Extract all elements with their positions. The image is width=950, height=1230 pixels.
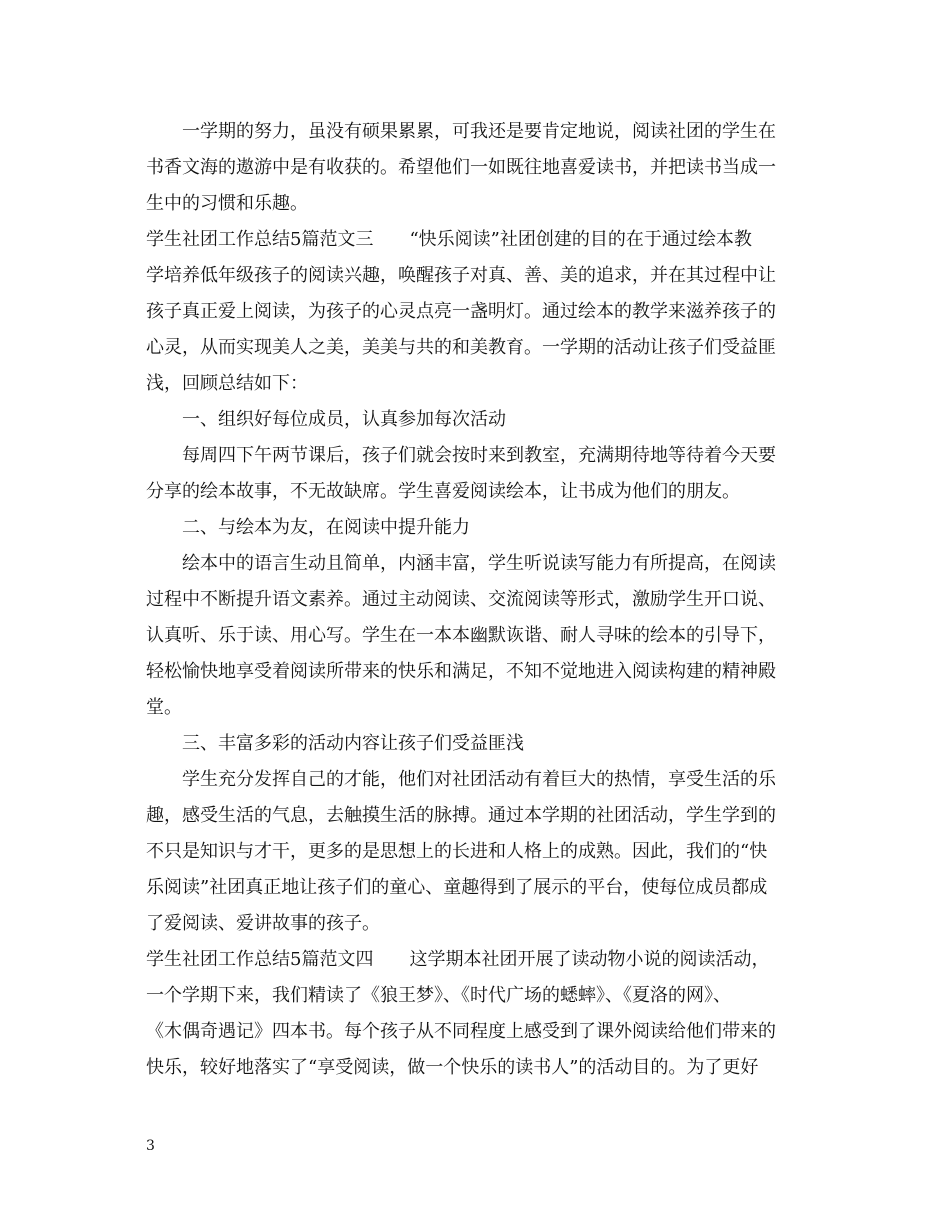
text-line: 过程中不断提升语文素养。通过主动阅读、交流阅读等形式，激励学生开口说、 xyxy=(146,589,776,610)
text-line: 乐阅读”社团真正地让孩子们的童心、童趣得到了展示的平台，使每位成员都成 xyxy=(146,877,768,898)
text-line: 绘本中的语言生动且简单，内涵丰富，学生听说读写能力有所提高，在阅读 xyxy=(182,553,776,574)
text-line: 心灵，从而实现美人之美，美美与共的和美教育。一学期的活动让孩子们受益匪 xyxy=(146,337,776,358)
text-line: 趣，感受生活的气息，去触摸生活的脉搏。通过本学期的社团活动，学生学到的 xyxy=(146,805,776,826)
text-line: 二、与绘本为友，在阅读中提升能力 xyxy=(182,517,470,538)
text-line: 学生社团工作总结5篇范文三 “快乐阅读”社团创建的目的在于通过绘本教 xyxy=(146,229,752,250)
text-line: 书香文海的遨游中是有收获的。希望他们一如既往地喜爱读书，并把读书当成一 xyxy=(146,157,776,178)
text-line: 分享的绘本故事，不无故缺席。学生喜爱阅读绘本，让书成为他们的朋友。 xyxy=(146,481,740,502)
text-line: 轻松愉快地享受着阅读所带来的快乐和满足，不知不觉地进入阅读构建的精神殿 xyxy=(146,661,776,682)
page-number: 3 xyxy=(146,1138,155,1154)
text-line: 一个学期下来，我们精读了《狼王梦》、《时代广场的蟋蟀》、《夏洛的网》、 xyxy=(146,985,731,1006)
text-line: 学生充分发挥自己的才能，他们对社团活动有着巨大的热情，享受生活的乐 xyxy=(182,769,776,790)
text-line: 三、丰富多彩的活动内容让孩子们受益匪浅 xyxy=(182,733,524,754)
text-line: 不只是知识与才干，更多的是思想上的长进和人格上的成熟。因此，我们的“快 xyxy=(146,841,768,862)
text-line: 《木偶奇遇记》四本书。每个孩子从不同程度上感受到了课外阅读给他们带来的 xyxy=(146,1021,776,1042)
text-line: 学培养低年级孩子的阅读兴趣，唤醒孩子对真、善、美的追求，并在其过程中让 xyxy=(146,265,776,286)
text-line: 了爱阅读、爱讲故事的孩子。 xyxy=(146,913,380,934)
text-line: 浅，回顾总结如下： xyxy=(146,373,308,394)
text-line: 快乐，较好地落实了“享受阅读，做一个快乐的读书人”的活动目的。为了更好 xyxy=(146,1057,759,1078)
text-line: 一学期的努力，虽没有硕果累累，可我还是要肯定地说，阅读社团的学生在 xyxy=(182,121,776,142)
document-body xyxy=(146,117,806,1089)
text-line: 一、组织好每位成员，认真参加每次活动 xyxy=(182,409,506,430)
text-line: 孩子真正爱上阅读，为孩子的心灵点亮一盏明灯。通过绘本的教学来滋养孩子的 xyxy=(146,301,776,322)
text-line: 堂。 xyxy=(146,697,182,718)
text-line: 每周四下午两节课后，孩子们就会按时来到教室，充满期待地等待着今天要 xyxy=(182,445,776,466)
text-line: 认真听、乐于读、用心写。学生在一本本幽默诙谐、耐人寻味的绘本的引导下， xyxy=(146,625,776,646)
text-line: 学生社团工作总结5篇范文四 这学期本社团开展了读动物小说的阅读活动， xyxy=(146,949,770,970)
text-line: 生中的习惯和乐趣。 xyxy=(146,193,308,214)
